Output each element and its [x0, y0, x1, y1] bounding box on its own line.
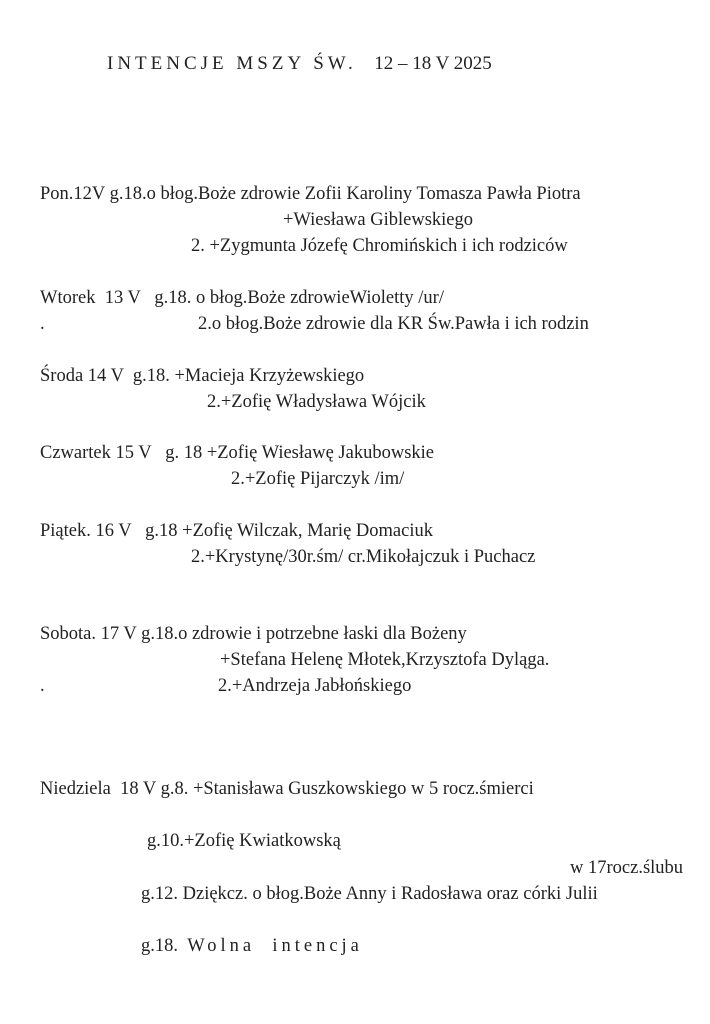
page-title: [107, 52, 492, 76]
tuesday-dot: .: [40, 314, 45, 334]
sunday-line-2: g.10.+Zofię Kwiatkowską: [147, 831, 341, 851]
wednesday-line-2: 2.+Zofię Władysława Wójcik: [207, 392, 426, 412]
monday-line-1: Pon.12V g.18.o błog.Boże zdrowie Zofii Karoliny Tomasza Pawła Piotra: [40, 184, 581, 204]
sunday-line-1: Niedziela 18 V g.8. +Stanisława Guszkowskiego w 5 rocz.śmierci: [40, 779, 534, 799]
saturday-line-1: Sobota. 17 V g.18.o zdrowie i potrzebne łaski dla Bożeny: [40, 624, 467, 644]
title-text: INTENCJE MSZY ŚW.: [107, 53, 357, 74]
saturday-dot: .: [40, 676, 45, 696]
tuesday-line-2: 2.o błog.Boże zdrowie dla KR Św.Pawła i ich rodzin: [198, 314, 589, 334]
thursday-line-2: 2.+Zofię Pijarczyk /im/: [231, 469, 405, 489]
tuesday-line-1: Wtorek 13 V g.18. o błog.Boże zdrowieWioletty /ur/: [40, 288, 444, 308]
title-dates: 12 – 18 V 2025: [374, 53, 492, 74]
thursday-line-1: Czwartek 15 V g. 18 +Zofię Wiesławę Jakubowskie: [40, 443, 435, 463]
sunday-line-3: w 17rocz.ślubu: [570, 858, 684, 878]
monday-line-3: 2. +Zygmunta Józefę Chromińskich i ich rodziców: [191, 236, 568, 256]
saturday-line-2: +Stefana Helenę Młotek,Krzysztofa Dyląga.: [220, 650, 550, 670]
monday-line-2: +Wiesława Giblewskiego: [283, 210, 474, 230]
friday-line-2: 2.+Krystynę/30r.śm/ cr.Mikołajczuk i Puchacz: [191, 547, 536, 567]
sunday-line-4: g.12. Dziękcz. o błog.Boże Anny i Radosława oraz córki Julii: [141, 884, 598, 904]
friday-line-1: Piątek. 16 V g.18 +Zofię Wilczak, Marię Domaciuk: [40, 521, 433, 541]
saturday-line-3: 2.+Andrzeja Jabłońskiego: [218, 676, 412, 696]
sunday-time-18: g.18.: [141, 936, 178, 956]
wednesday-line-1: Środa 14 V g.18. +Macieja Krzyżewskiego: [40, 366, 365, 386]
free-intention: Wolna intencja: [187, 936, 363, 956]
sunday-line-5: [141, 934, 363, 958]
